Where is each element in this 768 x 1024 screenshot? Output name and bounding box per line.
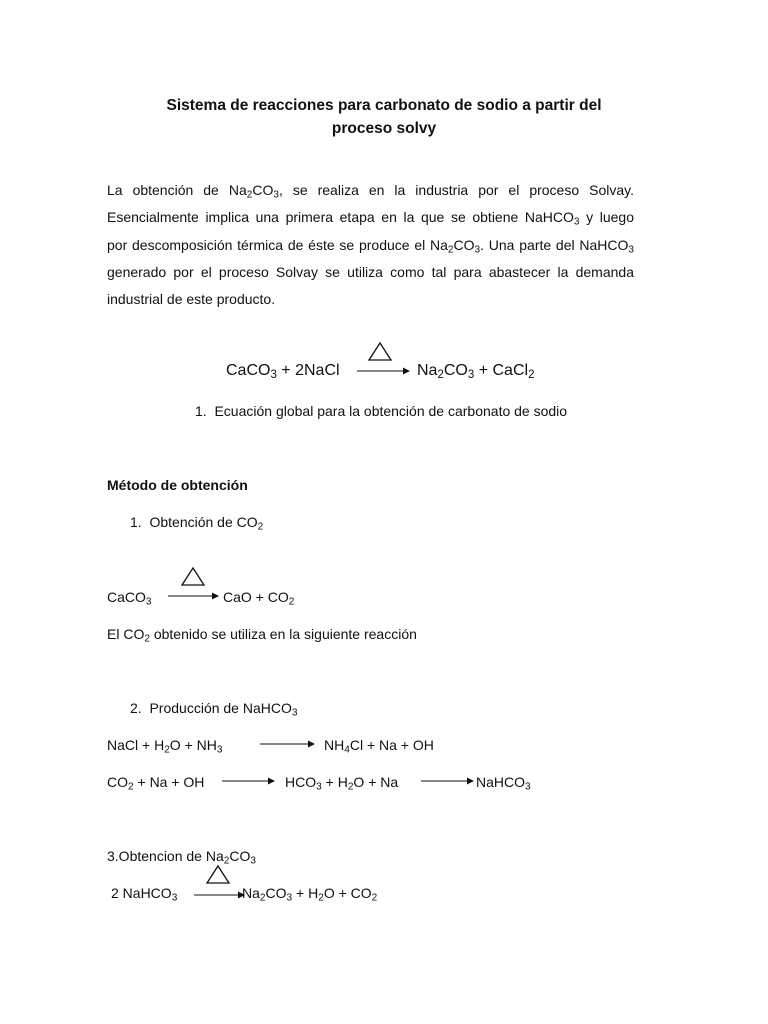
eq2-arrow [259, 739, 317, 749]
global-equation-reactants: CaCO$_3$ + 2NaCl [226, 362, 340, 381]
page-title [100, 94, 668, 140]
equation-caption [195, 403, 567, 419]
eq4-products: $Na_2CO_3 + H_2O + CO_2$ [242, 885, 378, 904]
eq1-products: CaO + $CO_2$ [223, 589, 295, 608]
step-3-heading: 3.Obtencion de $Na_2CO_3$ [107, 848, 256, 867]
intro-line-3: por descomposición térmica de éste se produce el $Na_2CO_3$. Una parte del NaHCO$_3$ [107, 236, 634, 256]
eq1-arrow [167, 591, 221, 601]
eq2-products: $NH_4Cl + Na$ + OH [324, 737, 434, 756]
method-heading: Método de obtención [107, 477, 248, 493]
eq3-intermediates: $HCO_3 + H_2O + Na$ [285, 774, 399, 793]
title-line-2: proceso solvy [331, 120, 437, 137]
global-equation-products: $Na_2CO_3$ + CaCl$_2$ [417, 362, 535, 381]
eq3-arrow-2 [420, 776, 476, 786]
intro-line-5: industrial de este producto. [107, 291, 276, 308]
title-line-1: Sistema de reacciones para carbonato de sodio a partir del [166, 97, 602, 114]
step-2-heading: 2. Producción de NaHCO$_3$ [130, 700, 298, 719]
intro-paragraph [107, 177, 634, 313]
eq2-reactants: NaCl + $H_2O + NH_3$ [107, 737, 223, 756]
caption-text: Ecuación global para la obtención de carbonato de sodio [214, 403, 568, 419]
heat-triangle-icon [206, 864, 232, 886]
intro-line-1: La obtención de $Na_2CO_3$, se realiza en la industria por el proceso Solvay. [107, 182, 634, 201]
eq4-arrow [193, 890, 247, 900]
eq4-reactant: 2 NaHCO$_3$ [111, 885, 178, 904]
global-equation-arrow [356, 366, 412, 376]
eq1-reactant: CaCO$_3$ [107, 589, 152, 608]
heat-triangle-icon [368, 341, 394, 363]
intro-line-4: generado por el proceso Solvay se utiliza como tal para abastecer la demanda [107, 263, 634, 280]
intro-line-2: Esencialmente implica una primera etapa en la que se obtiene NaHCO$_3$ y luego [107, 209, 634, 228]
co2-note: El $CO_2$ obtenido se utiliza en la siguiente reacción [107, 626, 417, 645]
eq3-arrow-1 [221, 776, 277, 786]
eq3-reactants: $CO_2 + Na$ + OH [107, 774, 205, 793]
caption-number: 1. [195, 403, 207, 419]
eq3-product: NaHCO$_3$ [476, 774, 531, 793]
heat-triangle-icon [181, 566, 207, 588]
step-1-heading: 1. Obtención de $CO_2$ [130, 514, 264, 533]
